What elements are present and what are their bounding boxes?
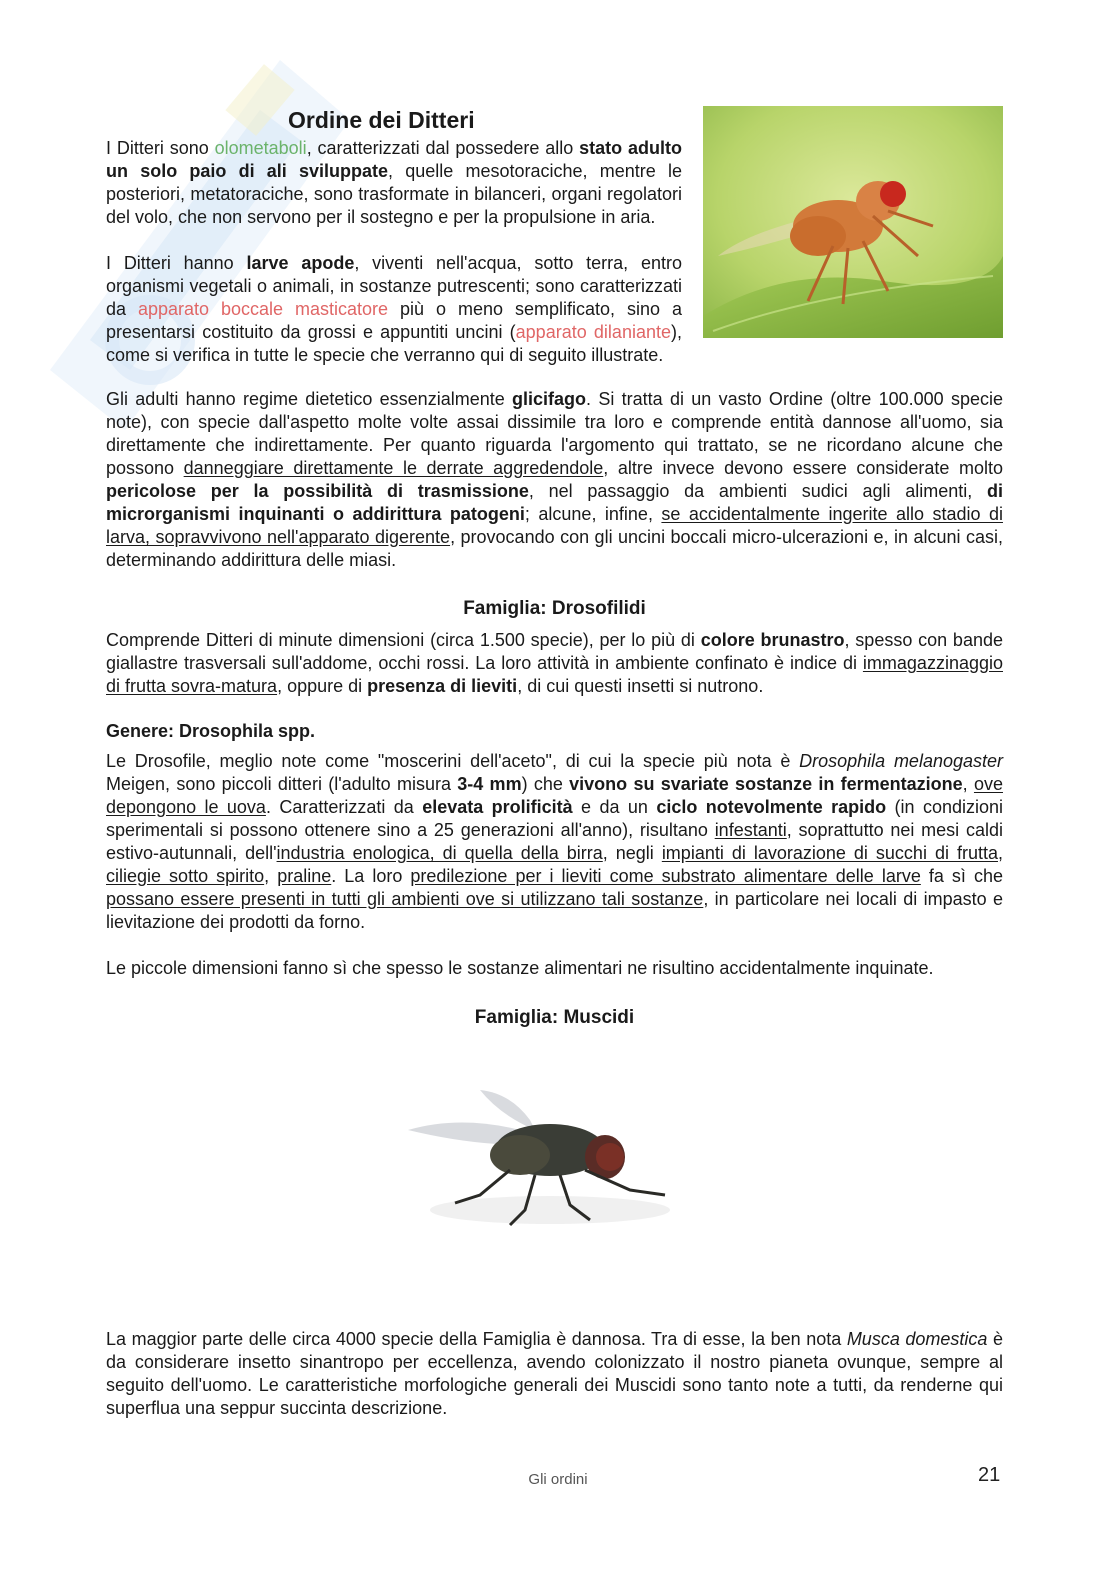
term-apparato-masticatore: apparato boccale masticatore: [138, 299, 389, 319]
term-olometaboli: olometaboli: [214, 138, 307, 158]
paragraph-intro: I Ditteri sono olometaboli, caratterizzati dal possedere allo stato adulto un solo paio di ali sviluppate, quelle mesotoraciche, mentre le posteriori, metatoraciche, sono trasformate in bilanceri, organi regolatori del volo, che non servono per il sostegno e per la propulsione in aria.: [106, 138, 682, 227]
drosophila-photo: [703, 106, 1003, 338]
watermark-logo: [30, 40, 360, 440]
paragraph-larve: I Ditteri hanno larve apode, viventi nell'acqua, sotto terra, entro organismi vegetali o animali, in sostanze putrescenti; sono caratterizzati da apparato boccale masticatore più o meno semplificato, sino a presentarsi costituito da grossi e appuntiti uncini (apparato dilaniante), come si verifica in tutte le specie che verranno qui di seguito illustrate.: [106, 253, 683, 365]
heading-muscidi: Famiglia: Muscidi: [474, 1007, 635, 1028]
paragraph-drosophila: Le Drosofile, meglio note come "moscerini dell'aceto", di cui la specie più nota è Drosophila melanogaster Meigen, sono piccoli ditteri (l'adulto misura 3-4 mm) che vivono su svariate sostanze in fermentazione, ove depongono le uova. Caratterizzati da elevata prolificità e da un ciclo notevolmente rapido (in condizioni sperimentali si possono ottenere sino a 25 generazioni all'anno), risultano infestanti, soprattutto nei mesi caldi estivo-autunnali, dell'industria enologica, di quella della birra, negli impianti di lavorazione di succhi di frutta, ciliegie sotto spirito, praline. La loro predilezione per i lieviti come substrato alimentare delle larve fa sì che possano essere presenti in tutti gli ambienti ove si utilizzano tali sostanze, in particolare nei locali di impasto e lievitazione dei prodotti da forno.: [106, 751, 1004, 932]
page-number: 21: [978, 1464, 1001, 1486]
paragraph-adulti: Gli adulti hanno regime dietetico essenzialmente glicifago. Si tratta di un vasto Ordine (oltre 100.000 specie note), con specie dall'aspetto molte volte assai dissimile tra loro e comprende entità dannose all'uomo, sia direttamente che indirettamente. Per quanto riguarda l'argomento qui trattato, se ne ricordano alcune che possono danneggiare direttamente le derrate aggredendole, altre invece devono essere considerate molto pericolose per la possibilità di trasmissione, nel passaggio da ambienti sudici agli alimenti, di microrganismi inquinanti o addirittura patogeni; alcune, infine, se accidentalmente ingerite allo stadio di larva, sopravvivono nell'apparato digerente, provocando con gli uncini boccali micro-ulcerazioni e, in alcuni casi, determinando addirittura delle miasi.: [106, 389, 1004, 570]
footer-section-label: Gli ordini: [528, 1471, 588, 1488]
housefly-photo: [400, 1075, 690, 1240]
term-apparato-dilaniante: apparato dilaniante: [515, 322, 671, 342]
heading-drosofilidi: Famiglia: Drosofilidi: [463, 598, 646, 619]
paragraph-dimensioni: Le piccole dimensioni fanno sì che spesso le sostanze alimentari ne risultino accidentalmente inquinate.: [106, 958, 934, 978]
heading-genere-drosophila: Genere: Drosophila spp.: [106, 721, 316, 741]
paragraph-drosofilidi: Comprende Ditteri di minute dimensioni (circa 1.500 specie), per lo più di colore brunastro, spesso con bande giallastre trasversali sull'addome, occhi rossi. La loro attività in ambiente confinato è indice di immagazzinaggio di frutta sovra-matura, oppure di presenza di lieviti, di cui questi insetti si nutrono.: [106, 630, 1003, 696]
page-title: Ordine dei Ditteri: [288, 107, 475, 133]
paragraph-muscidi: La maggior parte delle circa 4000 specie della Famiglia è dannosa. Tra di esse, la ben nota Musca domestica è da considerare insetto sinantropo per eccellenza, avendo colonizzato il nostro pianeta ovunque, sempre al seguito dell'uomo. Le caratteristiche morfologiche generali dei Muscidi sono tanto note a tutti, da renderne qui superflua una seppur succinta descrizione.: [106, 1329, 1003, 1418]
